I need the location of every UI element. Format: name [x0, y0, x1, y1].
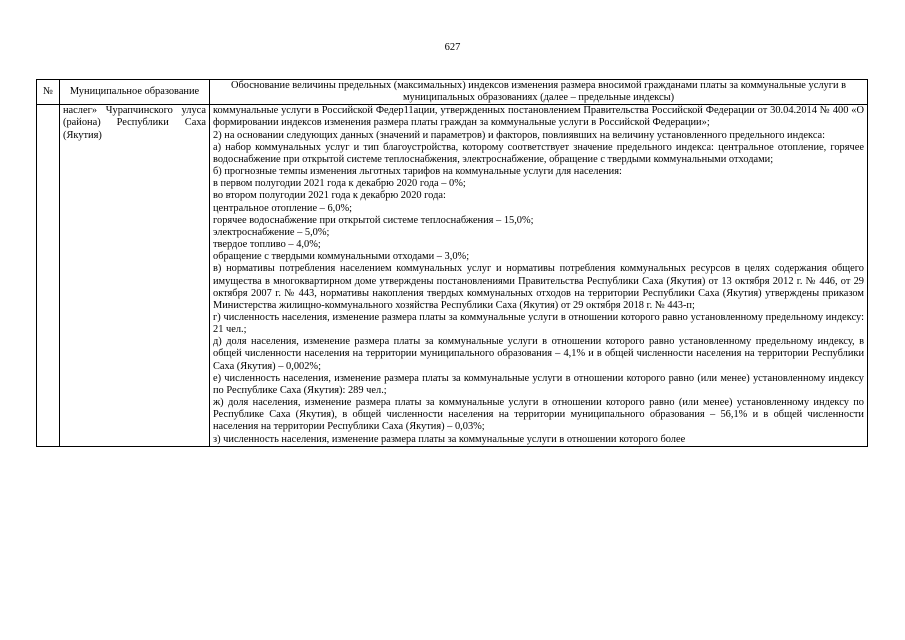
header-justification: Обоснование величины предельных (максимальных) индексов изменения размера вносимой гражданами платы за коммунальные услуги в муниципальных образованиях (далее – предельные индексы)	[210, 80, 868, 105]
paragraph: в) нормативы потребления населением коммунальных услуг и нормативы потребления коммунальных ресурсов в целях содержания общего имущества в многоквартирном доме утверждены постановлениями Правительства Республики Саха (Якутия) от 13 октября 2012 г. № 446, от 29 октября 2007 г. № 443, нормативы накопления твердых коммунальных отходов на территории Республики Саха (Якутия) утверждены приказом Министерства жилищно-коммунального хозяйства Республики Саха (Якутия) от 29 октября 2018 г. № 443-п;	[213, 263, 864, 311]
page-number: 627	[444, 42, 461, 53]
paragraph: в первом полугодии 2021 года к декабрю 2020 года – 0%;	[213, 178, 466, 190]
paragraph: з) численность населения, изменение размера платы за коммунальные услуги в отношении которого более	[213, 433, 686, 445]
paragraph: 2) на основании следующих данных (значений и параметров) и факторов, повлиявших на величину установленного предельного индекса:	[213, 129, 826, 141]
paragraph: электроснабжение – 5,0%;	[213, 226, 330, 238]
paragraph: д) доля населения, изменение размера платы за коммунальные услуги в отношении которого равно установленному предельному индексу, в общей численности населения на территории муниципального образования – 4,1% и в общей численности населения на территории Республики Саха (Якутия) – 0,002%;	[213, 336, 864, 372]
paragraph: е) численность населения, изменение размера платы за коммунальные услуги в отношении которого равно (или менее) установленному индексу по Республике Саха (Якутия): 289 чел.;	[213, 372, 864, 396]
justification-table	[36, 79, 868, 447]
row-number-cell	[37, 105, 60, 446]
header-number: №	[37, 80, 60, 105]
table-row	[37, 105, 868, 446]
paragraph: твердое топливо – 4,0%;	[213, 239, 321, 251]
paragraph: а) набор коммунальных услуг и тип благоустройства, которому соответствует значение предельного индекса: центральное отопление, горячее водоснабжение при открытой системе теплоснабжения, электроснабжение, обращение с твердыми коммунальными отходами;	[213, 141, 864, 165]
paragraph: ж) доля населения, изменение размера платы за коммунальные услуги в отношении которого равно (или менее) установленному индексу по Республике Саха (Якутия), в общей численности населения на территории муниципального образования – 56,1% и в общей численности населения на территории Республики Саха (Якутия) – 0,03%;	[213, 397, 864, 433]
justification-cell	[210, 105, 868, 446]
paragraph: б) прогнозные темпы изменения льготных тарифов на коммунальные услуги для населения:	[213, 166, 622, 178]
paragraph: во втором полугодии 2021 года к декабрю 2020 года:	[213, 190, 446, 202]
table-header-row	[37, 80, 868, 105]
paragraph: коммунальные услуги в Российской Федер11ации, утвержденных постановлением Правительства Российской Федерации от 30.04.2014 № 400 «О формировании индексов изменения размера платы граждан за коммунальные услуги в Российской Федерации»;	[213, 105, 864, 129]
paragraph: обращение с твердыми коммунальными отходами – 3,0%;	[213, 251, 470, 263]
paragraph: центральное отопление – 6,0%;	[213, 202, 352, 214]
paragraph: г) численность населения, изменение размера платы за коммунальные услуги в отношении которого равно установленному предельному индексу: 21 чел.;	[213, 311, 864, 336]
header-municipality: Муниципальное образование	[60, 80, 210, 105]
municipality-cell: наслег» Чурапчинского улуса (района) Республики Саха (Якутия)	[60, 105, 210, 446]
paragraph: горячее водоснабжение при открытой системе теплоснабжения – 15,0%;	[213, 214, 534, 226]
